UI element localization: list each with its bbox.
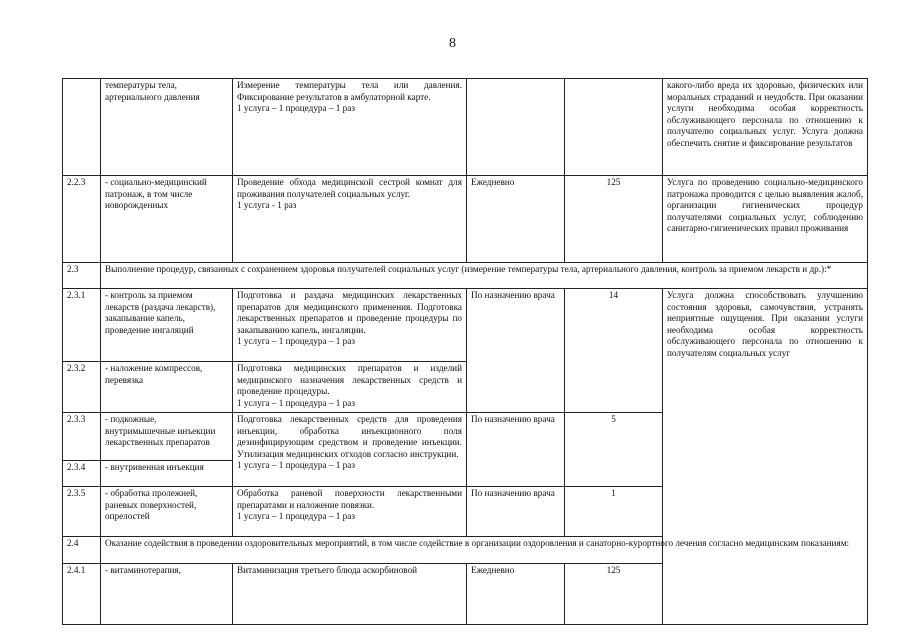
row-number: 2.3.2 — [63, 362, 101, 413]
service-name: - контроль за приемом лекарств (раздача лекарств), закапывание капель, проведение ингаляций — [101, 289, 233, 362]
row-number: 2.3.5 — [63, 487, 101, 537]
service-volume: 1 — [565, 487, 663, 537]
service-period: Ежедневно — [467, 564, 565, 625]
service-name: - подкожные, внутримышечные инъекции лекарственных препаратов — [101, 413, 233, 461]
service-description — [233, 413, 467, 487]
row-number: 2.4.1 — [63, 564, 101, 625]
service-period — [467, 79, 565, 176]
section-row — [63, 537, 868, 564]
service-unit: 1 услуга - 1 раз — [237, 200, 297, 211]
description-text: Подготовка и раздача медицинских лекарственных препаратов для медицинского применения. Подготовка лекарственных препаратов и проведение процедуры по закапыванию капель, ингаляции. — [237, 290, 462, 335]
table-row — [63, 79, 868, 176]
service-unit: 1 услуга – 1 процедура – 1 раз — [237, 397, 355, 408]
section-row — [63, 263, 868, 289]
service-unit: 1 услуга – 1 процедура – 1 раз — [237, 511, 355, 522]
service-name: - внутривенная инъекция — [101, 461, 233, 487]
row-number: 2.3.1 — [63, 289, 101, 362]
service-period: Ежедневно — [467, 176, 565, 263]
service-volume: 5 — [565, 413, 663, 487]
service-unit: 1 услуга – 1 процедура – 1 раз — [237, 460, 355, 471]
description-text: Проведение обхода медицинской сестрой комнат для проживания получателей социальных услуг. — [237, 177, 462, 199]
table-row — [63, 176, 868, 263]
service-description — [233, 289, 467, 362]
table-row — [63, 289, 868, 362]
service-name: - витаминотерапия, — [101, 564, 233, 625]
row-number: 2.3.4 — [63, 461, 101, 487]
service-description — [233, 362, 467, 413]
service-unit: 1 услуга – 1 процедура – 1 раз — [237, 103, 355, 114]
service-unit: 1 услуга – 1 процедура – 1 раз — [237, 336, 355, 347]
page-number: 8 — [449, 36, 456, 51]
section-number: 2.3 — [63, 263, 101, 289]
service-description — [233, 79, 467, 176]
row-number — [63, 79, 101, 176]
services-table — [62, 78, 868, 625]
section-title: Выполнение процедур, связанных с сохранением здоровья получателей социальных услуг (измерение температуры тела, артериального давления, контроль за приемом лекарств и др.):* — [101, 263, 868, 289]
service-period: По назначению врача — [467, 413, 565, 487]
service-name: температуры тела, артериального давления — [101, 79, 233, 176]
service-period: По назначению врача — [467, 289, 565, 413]
service-conditions: какого-либо вреда их здоровью, физических или моральных страданий и неудобств. При оказании услуги необходима особая корректность обслуживающего персонала по отношению к получателю социальных услуг. Услуга должна обеспечить снятие и фиксирование результатов — [663, 79, 868, 176]
description-text: Подготовка медицинских препаратов и изделий медицинского назначения лекарственных средств и проведение процедуры. — [237, 363, 462, 397]
service-name: - наложение компрессов, перевязка — [101, 362, 233, 413]
service-volume: 125 — [565, 564, 663, 625]
row-number: 2.3.3 — [63, 413, 101, 461]
service-conditions: Услуга по проведению социально-медицинского патронажа проводится с целью выявления жалоб, организации гигиенических процедур получателями социальных услуг, соблюдению санитарно-гигиенических правил проживания — [663, 176, 868, 263]
service-period: По назначению врача — [467, 487, 565, 537]
service-description — [233, 487, 467, 537]
service-conditions: Услуга должна способствовать улучшению состояния здоровья, самочувствия, устранять неприятные ощущения. При оказании услуги необходима особая корректность обслуживающего персонала по отношению к получателям социальных услуг — [663, 289, 868, 625]
section-title: Оказание содействия в проведении оздоровительных мероприятий, в том числе содействие в организации оздоровления и санаторно-курортного лечения согласно медицинским показаниям: — [101, 537, 868, 564]
service-description — [233, 176, 467, 263]
service-description: Витаминизация третьего блюда аскорбиновой — [233, 564, 467, 625]
service-name: - социально-медицинский патронаж, в том числе новорожденных — [101, 176, 233, 263]
service-volume: 125 — [565, 176, 663, 263]
service-name: - обработка пролежней, раневых поверхностей, опрелостей — [101, 487, 233, 537]
description-text: Обработка раневой поверхности лекарственными препаратами и наложение повязки. — [237, 488, 462, 510]
service-volume — [565, 79, 663, 176]
description-text: Подготовка лекарственных средств для проведения инъекции, обработка инъекционного поля дезинфицирующим средством и проведение инъекции. Утилизация медицинских отходов согласно инструкции. — [237, 414, 462, 459]
row-number: 2.2.3 — [63, 176, 101, 263]
description-text: Измерение температуры тела или давления. Фиксирование результатов в амбулаторной карте. — [237, 80, 462, 102]
service-volume: 14 — [565, 289, 663, 413]
section-number: 2.4 — [63, 537, 101, 564]
